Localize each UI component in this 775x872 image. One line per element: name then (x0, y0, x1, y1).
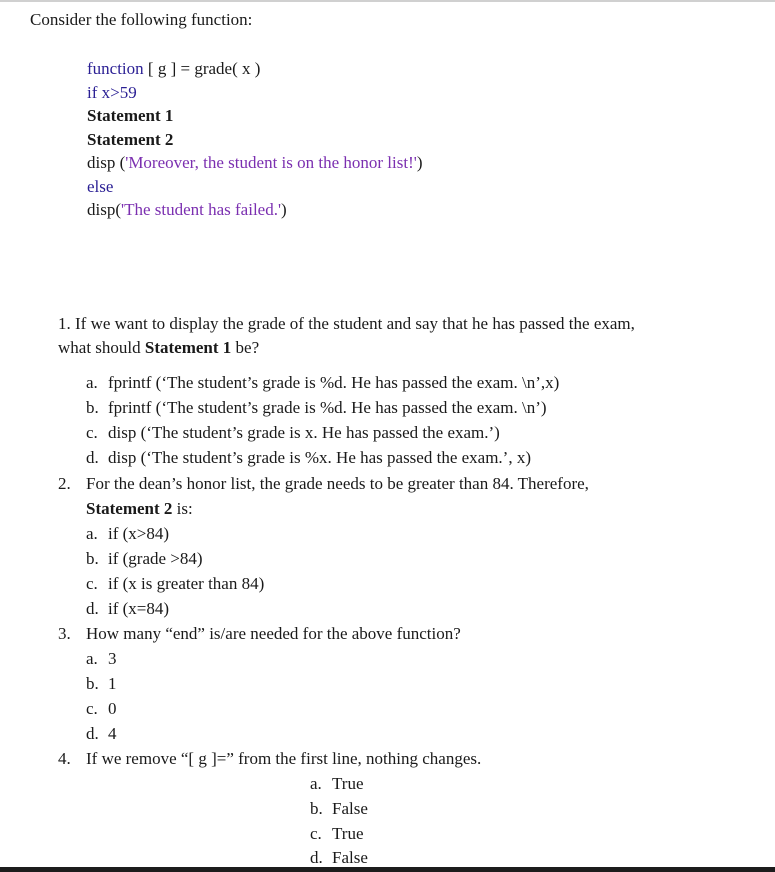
question-4-option-b[interactable]: b. False (310, 799, 368, 818)
question-4: 4. If we remove “[ g ]=” from the first line, nothing changes. (58, 749, 482, 768)
question-4-option-d[interactable]: d. False (310, 848, 368, 867)
question-2-option-a[interactable]: a. if (x>84) (86, 524, 170, 543)
question-3-option-b[interactable]: b. 1 (86, 674, 117, 693)
question-3-option-d[interactable]: d. 4 (86, 724, 117, 743)
code-line-else: else (87, 176, 114, 196)
question-2-option-c[interactable]: c. if (x is greater than 84) (86, 574, 265, 593)
question-1-option-c[interactable]: c. disp (‘The student’s grade is x. He has passed the exam.’) (86, 423, 500, 442)
code-statement-1: Statement 1 (87, 106, 174, 125)
code-statement-2: Statement 2 (87, 129, 174, 149)
question-3-option-c[interactable]: c. 0 (86, 699, 117, 718)
code-line-disp-failed: disp('The student has failed.') (87, 200, 287, 219)
question-2-statement-label: Statement 2 is: (86, 499, 193, 518)
code-line-function: function [ g ] = grade( x ) (87, 59, 261, 78)
question-3: 3. How many “end” is/are needed for the above function? (58, 624, 461, 643)
question-1 (58, 312, 758, 360)
code-block (87, 57, 423, 222)
question-4-option-a[interactable]: a. True (310, 774, 364, 793)
question-1-line-2: what should Statement 1 be? (58, 338, 260, 357)
question-1-line-1: 1. If we want to display the grade of the student and say that he has passed the exam, (58, 314, 635, 333)
question-1-option-a[interactable]: a. fprintf (‘The student’s grade is %d. He has passed the exam. \n’,x) (86, 373, 560, 392)
code-line-disp-honor: disp ('Moreover, the student is on the honor list!') (87, 153, 423, 172)
question-2-option-d[interactable]: d. if (x=84) (86, 599, 170, 618)
question-2: 2. For the dean’s honor list, the grade needs to be greater than 84. Therefore, (58, 474, 589, 493)
question-1-option-d[interactable]: d. disp (‘The student’s grade is %x. He has passed the exam.’, x) (86, 448, 531, 467)
code-line-if: if x>59 (87, 82, 137, 102)
bottom-divider (0, 867, 775, 872)
question-3-option-a[interactable]: a. 3 (86, 649, 117, 668)
question-1-option-b[interactable]: b. fprintf (‘The student’s grade is %d. He has passed the exam. \n’) (86, 398, 547, 417)
question-4-option-c[interactable]: c. True (310, 824, 364, 843)
question-2-option-b[interactable]: b. if (grade >84) (86, 549, 203, 568)
intro-text: Consider the following function: (30, 10, 253, 29)
top-divider (0, 0, 775, 2)
